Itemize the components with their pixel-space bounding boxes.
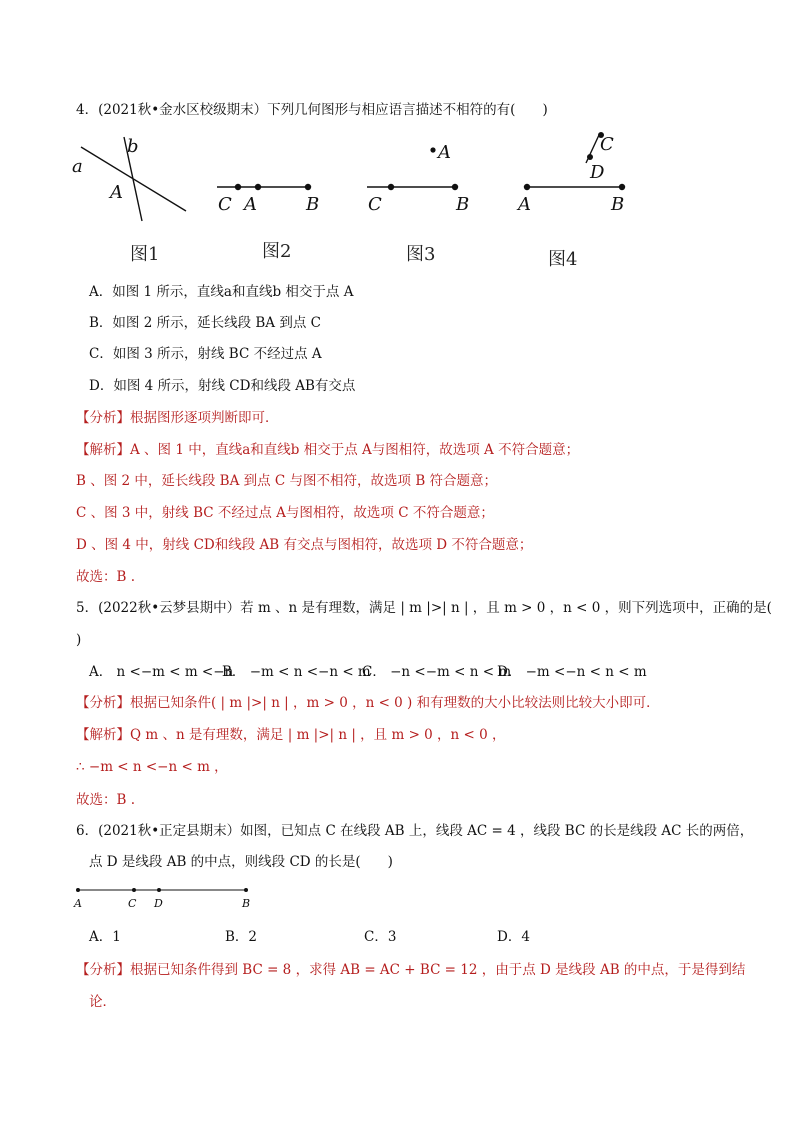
fig4-label-B: B: [611, 194, 625, 215]
q6-segment-figure: [70, 880, 270, 916]
solution-text: Q m 、n 是有理数，满足 | m |>| n | ，且 m > 0 ，n < 0 ，: [130, 727, 506, 743]
q4-figures: [0, 0, 794, 280]
analysis-tag: 【分析】: [76, 962, 130, 978]
q5-option-d: D． −m <−n < n < m: [497, 664, 647, 680]
q5-answer: 故选：B .: [76, 792, 136, 808]
q5-analysis: [76, 693, 660, 713]
q4-analysis: [76, 408, 279, 428]
q4-solution-line-2: B 、图 2 中，延长线段 BA 到点 C 与图不相符，故选项 B 符合题意；: [76, 473, 498, 489]
q4-stem: 4．(2021秋•金水区校级期末）下列几何图形与相应语言描述不相符的有( ): [76, 102, 548, 118]
q4-solution-line-3: C 、图 3 中，射线 BC 不经过点 A与图相符，故选项 C 不符合题意；: [76, 505, 494, 521]
fig2-label-B: B: [306, 194, 320, 215]
q6-label-B: B: [242, 897, 251, 910]
q5-option-b: B． −m < n <−n < m: [222, 664, 371, 680]
q6-label-A: A: [74, 897, 82, 910]
q5-solution-line-2: ∴ −m < n <−n < m ，: [76, 759, 228, 775]
fig2-label-C: C: [218, 194, 232, 215]
q6-analysis-line-1: [76, 960, 745, 980]
q4-option-d: D．如图 4 所示，射线 CD和线段 AB有交点: [89, 378, 356, 394]
q5-solution-line-1: [76, 725, 506, 745]
q4-solution-line-1: [76, 440, 579, 460]
q6-analysis-line-2: 论．: [89, 994, 116, 1010]
fig1-label-a: a: [72, 156, 83, 177]
analysis-text: 根据图形逐项判断即可．: [130, 410, 279, 426]
fig3-caption: 图3: [406, 244, 436, 265]
q5-stem-line-1: 5．(2022秋•云梦县期中）若 m 、n 是有理数，满足 | m |>| n | ，且 m > 0 ，n < 0 ，则下列选项中，正确的是(: [76, 600, 772, 616]
q5-stem-line-2: ): [76, 632, 82, 648]
analysis-tag: 【分析】: [76, 695, 130, 711]
q6-stem-line-2: 点 D 是线段 AB 的中点，则线段 CD 的长是( ): [89, 854, 393, 870]
fig2-label-A: A: [244, 194, 257, 215]
q6-option-a: A．1: [89, 929, 121, 945]
fig4-label-C: C: [600, 134, 614, 155]
fig3-label-A: A: [438, 142, 451, 163]
fig3-label-C: C: [368, 194, 382, 215]
q4-answer: 故选：B .: [76, 569, 136, 585]
figure-1: [72, 136, 186, 265]
q4-option-b: B．如图 2 所示，延长线段 BA 到点 C: [89, 315, 321, 331]
analysis-text: 根据已知条件( | m |>| n | ，m > 0 ，n < 0 ) 和有理数的大小比较法则比较大小即可．: [130, 695, 660, 711]
q6-stem-line-1: 6．(2021秋•正定县期末）如图，已知点 C 在线段 AB 上，线段 AC = 4 ，线段 BC 的长是线段 AC 长的两倍，: [76, 823, 754, 839]
solution-text: A 、图 1 中，直线a和直线b 相交于点 A与图相符，故选项 A 不符合题意；: [130, 442, 580, 458]
fig4-label-A: A: [518, 194, 531, 215]
q4-option-c: C．如图 3 所示，射线 BC 不经过点 A: [89, 346, 322, 362]
q4-option-a: A．如图 1 所示，直线a和直线b 相交于点 A: [89, 284, 354, 300]
figure-2: [217, 184, 319, 262]
q6-label-D: D: [154, 897, 163, 910]
fig1-caption: 图1: [130, 244, 160, 265]
fig4-caption: 图4: [548, 249, 578, 270]
q5-option-a: A． n <−m < m <−n: [89, 664, 234, 680]
fig4-label-D: D: [590, 162, 605, 183]
fig1-label-b: b: [127, 136, 139, 157]
figure-4: [516, 132, 625, 270]
q6-option-c: C．3: [364, 929, 397, 945]
solution-tag: 【解析】: [76, 727, 130, 743]
q6-label-C: C: [128, 897, 137, 910]
analysis-tag: 【分析】: [76, 410, 130, 426]
solution-tag: 【解析】: [76, 442, 130, 458]
q6-option-d: D．4: [497, 929, 530, 945]
fig2-caption: 图2: [262, 241, 292, 262]
figure-3: [367, 142, 469, 265]
analysis-text: 根据已知条件得到 BC = 8 ，求得 AB = AC + BC = 12 ，由于点 D 是线段 AB 的中点，于是得到结: [130, 962, 746, 978]
fig1-label-A: A: [110, 182, 123, 203]
fig3-label-B: B: [456, 194, 470, 215]
q4-solution-line-4: D 、图 4 中，射线 CD和线段 AB 有交点与图相符，故选项 D 不符合题意；: [76, 537, 533, 553]
q6-option-b: B．2: [225, 929, 258, 945]
q5-option-c: C． −n <−m < n < m: [362, 664, 512, 680]
